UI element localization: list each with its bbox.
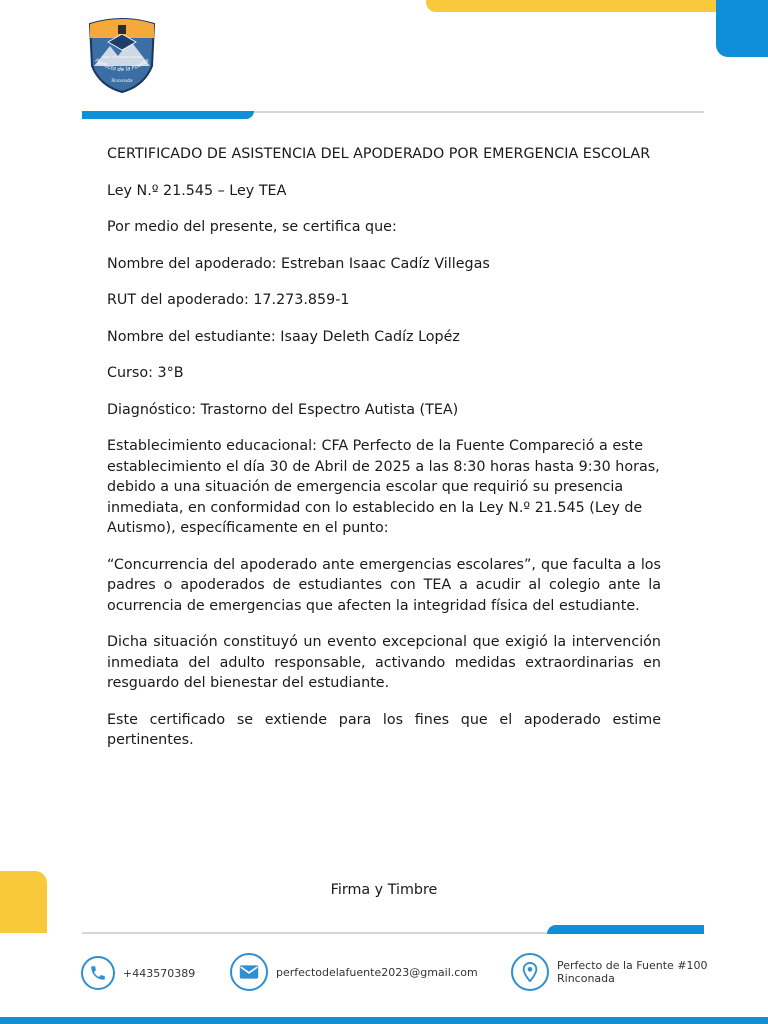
email-address: perfectodelafuente2023@gmail.com — [276, 965, 478, 979]
bottom-blue-bar — [0, 1017, 768, 1024]
location-pin-icon — [511, 953, 549, 991]
logo-place: Rinconada — [111, 78, 133, 83]
phone-icon — [81, 956, 115, 990]
left-yellow-block — [0, 871, 47, 933]
guardian-name: Nombre del apoderado: Estreban Isaac Cadíz Villegas — [107, 255, 490, 272]
logo-name: Perfecto de la Fuente — [93, 57, 151, 74]
situation-paragraph: Dicha situación constituyó un evento excepcional que exigió la intervención inmediata del adulto responsable, activando medidas extraordinarias en resguardo del bienestar del estudiante. — [107, 634, 661, 691]
certificate-title: CERTIFICADO DE ASISTENCIA DEL APODERADO POR EMERGENCIA ESCOLAR — [107, 146, 651, 162]
establishment-paragraph: Establecimiento educacional: CFA Perfecto de la Fuente Compareció a este establecimiento el día 30 de Abril de 2025 a las 8:30 horas hasta 9:30 horas, debido a una situación de emergencia escolar que requirió su presencia inmediata, en conformidad con lo establecido en la Ley N.º 21.545 (Ley de Autismo), específicamente en el punto: — [107, 438, 660, 536]
school-logo — [84, 16, 160, 94]
closing-paragraph: Este certificado se extiende para los fines que el apoderado estime pertinentes. — [107, 711, 661, 748]
logo-arc-text: Centro de Formación Adultos — [101, 55, 143, 59]
course: Curso: 3°B — [107, 365, 184, 381]
guardian-rut: RUT del apoderado: 17.273.859-1 — [107, 292, 350, 308]
signature-label: Firma y Timbre — [330, 882, 438, 898]
email-icon — [230, 953, 268, 991]
diagnosis: Diagnóstico: Trastorno del Espectro Autista (TEA) — [107, 401, 459, 418]
certificate-body — [107, 144, 661, 767]
address-line-1: Perfecto de la Fuente #100 — [557, 959, 708, 972]
quote-paragraph: “Concurrencia del apoderado ante emergencias escolares”, que faculta a los padres o apoderados de estudiantes con TEA a acudir al colegio ante la ocurrencia de emergencias que afecten la integridad física del estudiante. — [107, 556, 661, 614]
contact-phone — [81, 956, 195, 990]
contact-email — [230, 953, 478, 991]
address — [557, 959, 708, 985]
intro-text: Por medio del presente, se certifica que: — [107, 219, 397, 235]
address-line-2: Rinconada — [557, 972, 615, 985]
contact-address — [511, 953, 708, 991]
student-name: Nombre del estudiante: Isaay Deleth Cadíz Lopéz — [107, 328, 460, 345]
footer-accent-bar — [547, 925, 704, 934]
top-blue-corner — [716, 0, 768, 57]
header-accent-bar — [82, 111, 254, 119]
top-yellow-bar — [426, 0, 716, 12]
law-reference: Ley N.º 21.545 – Ley TEA — [107, 182, 287, 199]
phone-number: +443570389 — [123, 966, 196, 980]
